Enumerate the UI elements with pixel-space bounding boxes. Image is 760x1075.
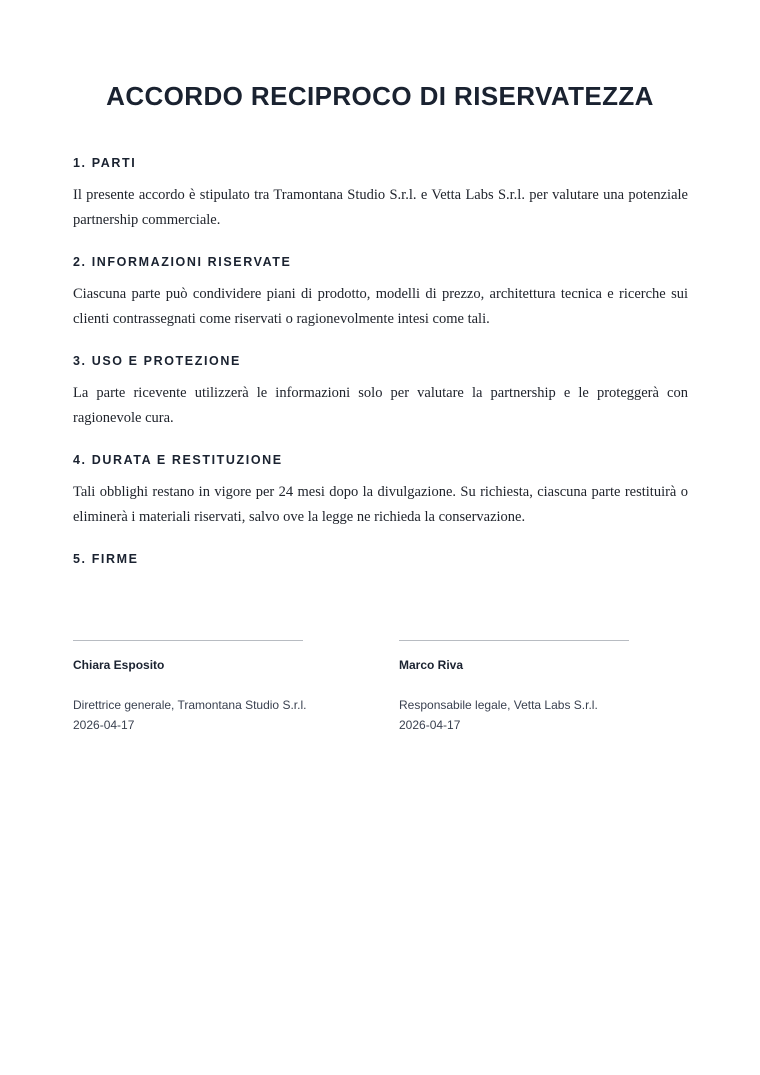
signer-name: Marco Riva [399, 658, 464, 672]
signature-date: 2026-04-17 [73, 718, 135, 732]
section-use-and-protection [73, 352, 688, 431]
section-heading: 2. INFORMAZIONI RISERVATE [73, 255, 292, 269]
section-text: Il presente accordo è stipulato tra Tramontana Studio S.r.l. e Vetta Labs S.r.l. per valutare una potenziale partnership commerciale. [73, 187, 688, 228]
document-title: ACCORDO RECIPROCO DI RISERVATEZZA [106, 81, 654, 111]
section-heading: 3. USO E PROTEZIONE [73, 354, 241, 368]
signer-role: Direttrice generale, Tramontana Studio S.r.l. [73, 698, 307, 712]
document-body [73, 154, 688, 588]
signature-date: 2026-04-17 [399, 718, 461, 732]
signer-role: Responsabile legale, Vetta Labs S.r.l. [399, 698, 598, 712]
signature-line [73, 640, 303, 641]
section-confidential-information [73, 253, 688, 332]
section-parties [73, 154, 688, 233]
signature-party-1 [73, 640, 373, 735]
signer-name: Chiara Esposito [73, 658, 165, 672]
section-text: Tali obblighi restano in vigore per 24 mesi dopo la divulgazione. Su richiesta, ciascuna parte restituirà o eliminerà i materiali riservati, salvo ove la legge ne richieda la conservazione. [73, 484, 688, 525]
section-duration-and-return [73, 451, 688, 530]
section-signatures [73, 550, 688, 568]
section-heading: 4. DURATA E RESTITUZIONE [73, 453, 283, 467]
section-text: La parte ricevente utilizzerà le informazioni solo per valutare la partnership e le proteggerà con ragionevole cura. [73, 385, 688, 426]
signature-party-2 [399, 640, 699, 735]
section-heading: 5. FIRME [73, 552, 139, 566]
section-heading: 1. PARTI [73, 156, 137, 170]
signature-line [399, 640, 629, 641]
section-text: Ciascuna parte può condividere piani di prodotto, modelli di prezzo, architettura tecnica e ricerche sui clienti contrassegnati come riservati o ragionevolmente intesi come tali. [73, 286, 688, 327]
